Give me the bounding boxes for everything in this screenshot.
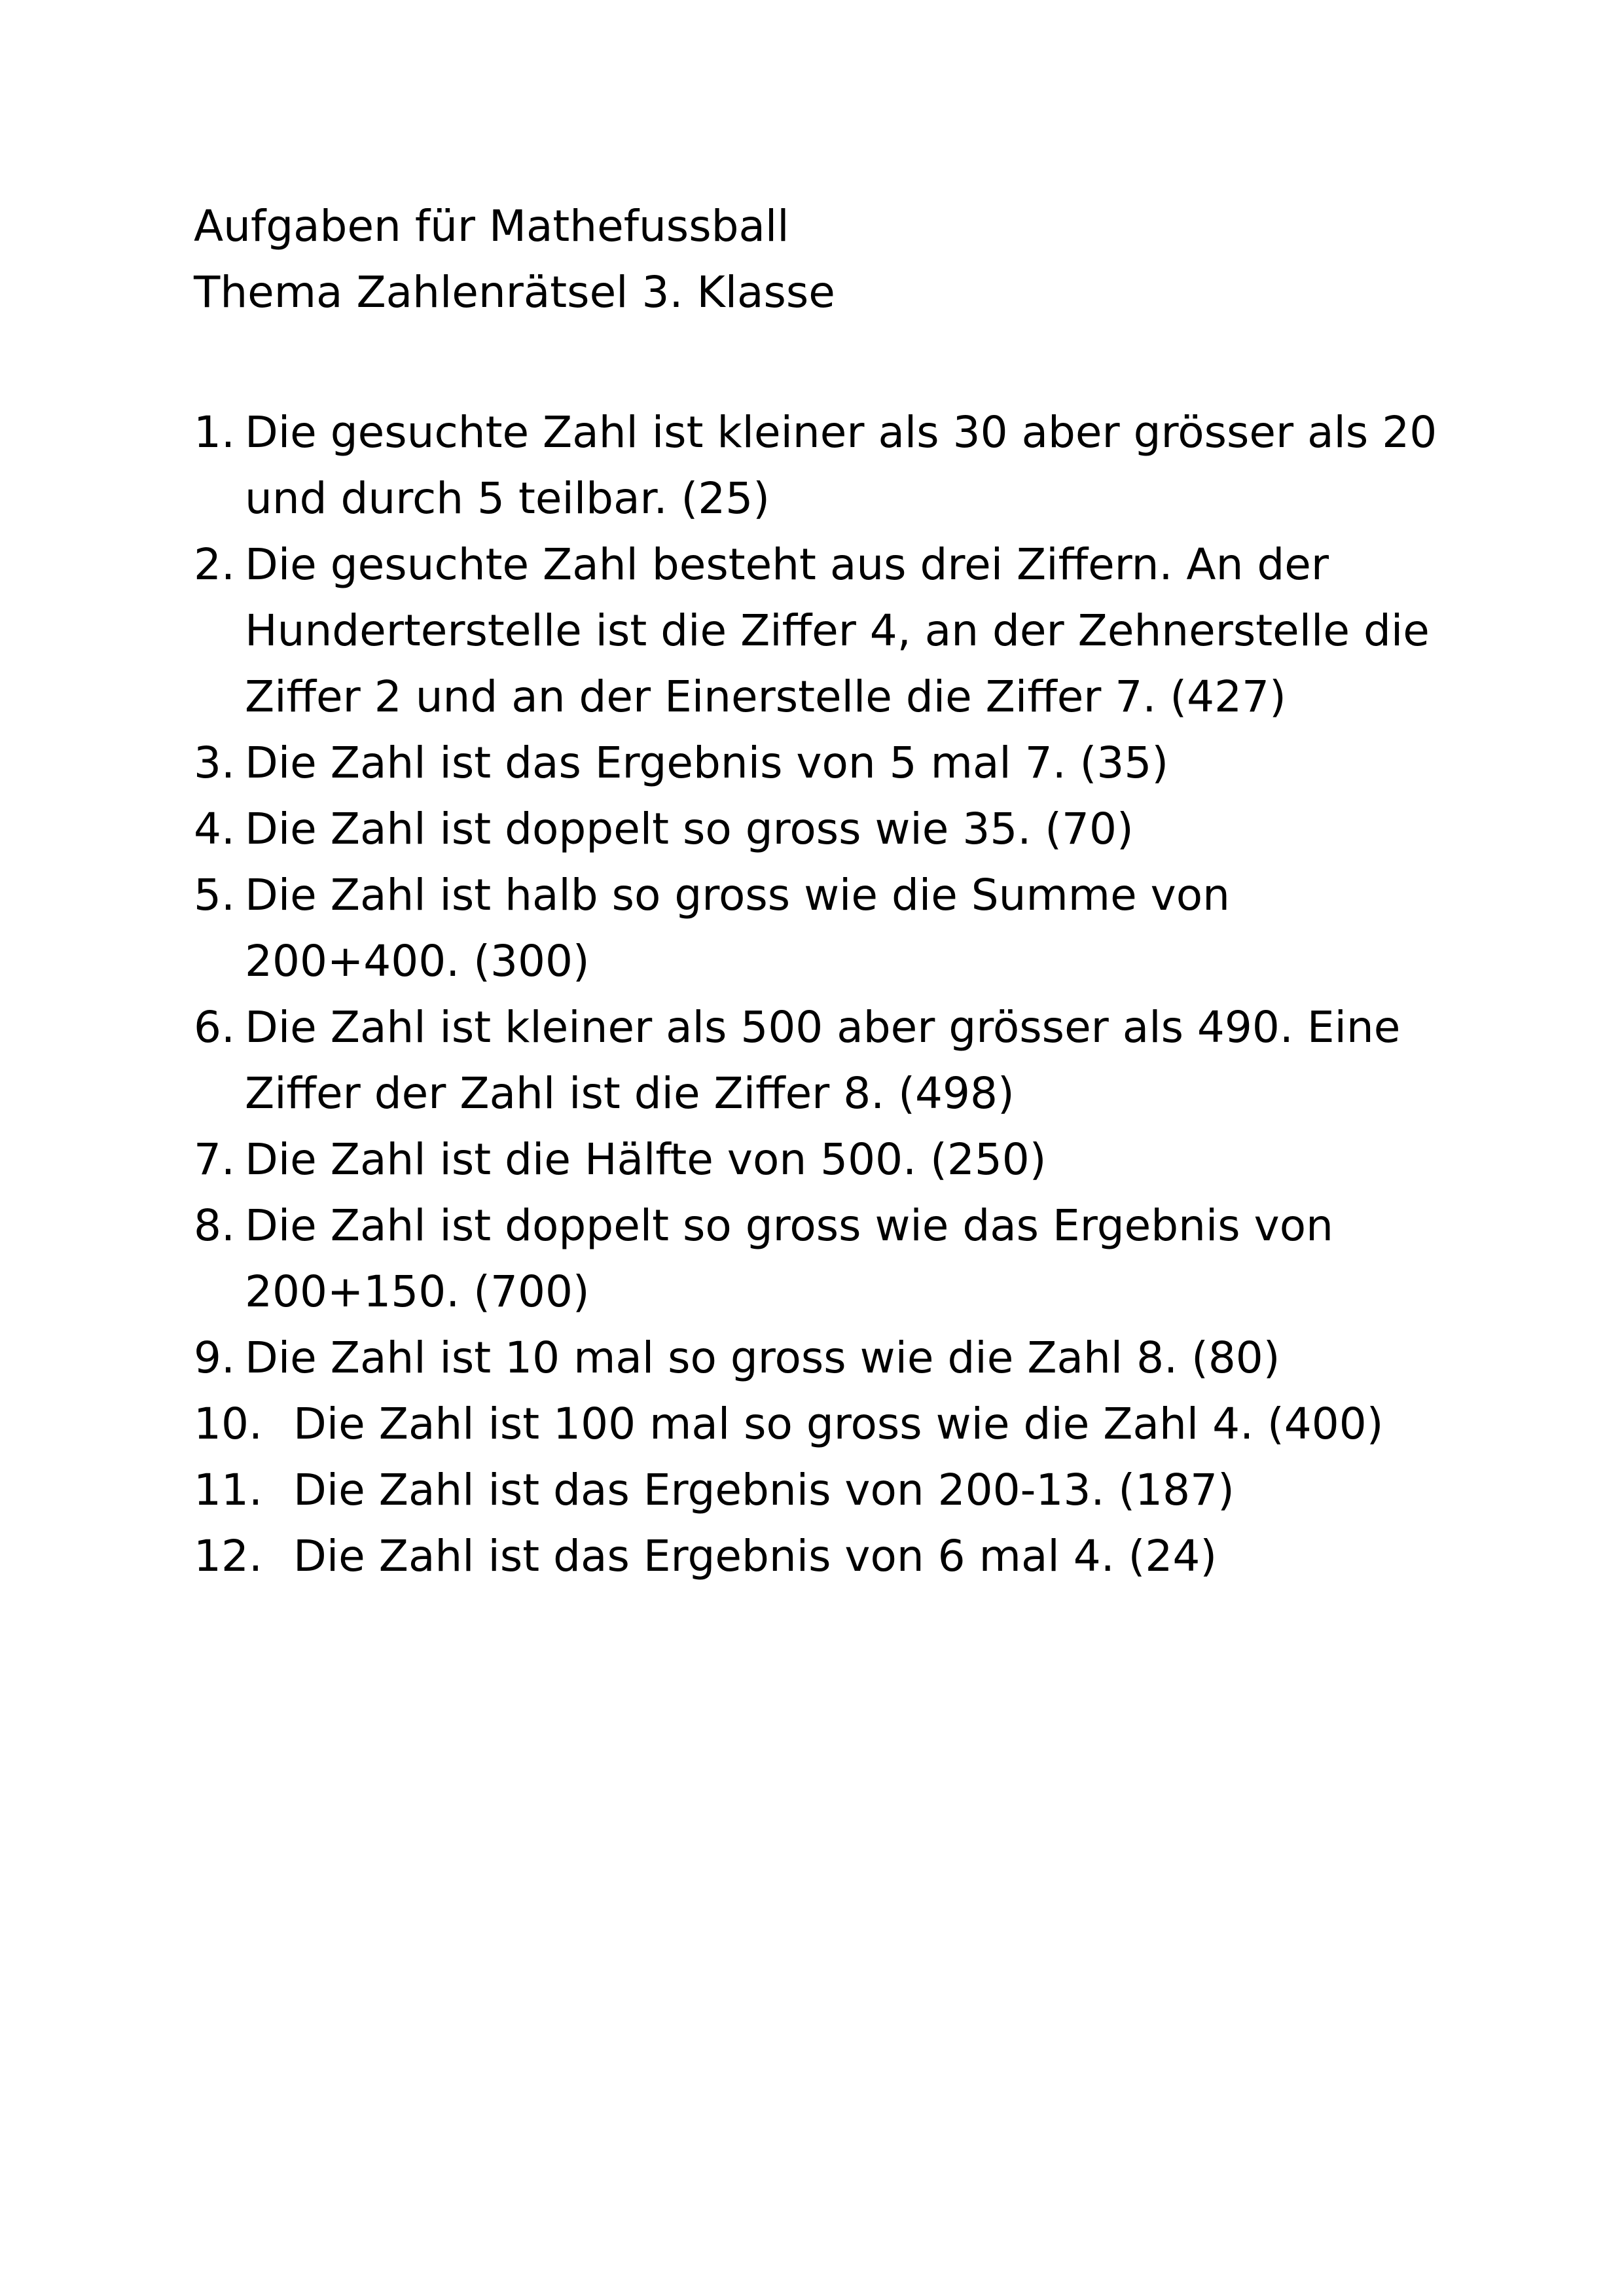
document-title: Aufgaben für Mathefussball <box>194 201 789 251</box>
task-text-line: Die gesuchte Zahl ist kleiner als 30 aber grösser als 20 <box>245 407 1437 457</box>
task-text <box>245 531 1437 730</box>
task-text-line: und durch 5 teilbar. (25) <box>245 473 770 524</box>
task-item <box>194 862 1437 994</box>
task-text <box>245 1126 1437 1193</box>
task-number: 7. <box>194 1134 235 1185</box>
task-text-line: Die Zahl ist das Ergebnis von 6 mal 4. (24) <box>293 1531 1218 1581</box>
task-list <box>194 399 1437 1589</box>
task-text-line: 200+150. (700) <box>245 1266 590 1317</box>
task-item <box>194 1126 1437 1193</box>
task-text-line: Die Zahl ist doppelt so gross wie 35. (70) <box>245 804 1134 854</box>
task-text <box>245 730 1437 796</box>
task-item <box>194 730 1437 796</box>
task-text-line: Die Zahl ist die Hälfte von 500. (250) <box>245 1134 1047 1185</box>
task-text-line: Die gesuchte Zahl besteht aus drei Ziffern. An der <box>245 539 1329 590</box>
task-number: 2. <box>194 539 235 590</box>
task-item <box>194 531 1437 730</box>
task-item <box>194 1523 1437 1589</box>
task-number: 9. <box>194 1333 235 1383</box>
task-text <box>293 1457 1437 1523</box>
task-text-line: Die Zahl ist kleiner als 500 aber grösser als 490. Eine <box>245 1002 1401 1052</box>
task-text-line: Ziffer der Zahl ist die Ziffer 8. (498) <box>245 1068 1015 1119</box>
task-number: 12. <box>194 1531 262 1581</box>
task-number: 11. <box>194 1465 262 1515</box>
task-item <box>194 399 1437 531</box>
task-text-line: Die Zahl ist 100 mal so gross wie die Zahl 4. (400) <box>293 1399 1384 1449</box>
task-text <box>245 1193 1437 1325</box>
task-text <box>293 1523 1437 1589</box>
task-text <box>245 796 1437 862</box>
document-header <box>194 193 835 325</box>
task-item <box>194 994 1437 1126</box>
task-item <box>194 796 1437 862</box>
task-number: 8. <box>194 1200 235 1251</box>
task-text-line: Die Zahl ist 10 mal so gross wie die Zahl 8. (80) <box>245 1333 1280 1383</box>
task-item <box>194 1391 1437 1457</box>
task-text <box>293 1391 1437 1457</box>
task-number: 4. <box>194 804 235 854</box>
task-text <box>245 1325 1437 1391</box>
task-text-line: 200+400. (300) <box>245 936 590 986</box>
task-number: 3. <box>194 738 235 788</box>
task-item <box>194 1325 1437 1391</box>
task-number: 10. <box>194 1399 262 1449</box>
task-text <box>245 862 1437 994</box>
task-number: 5. <box>194 870 235 920</box>
task-text-line: Hunderterstelle ist die Ziffer 4, an der Zehnerstelle die <box>245 605 1430 656</box>
task-text-line: Die Zahl ist das Ergebnis von 5 mal 7. (35) <box>245 738 1169 788</box>
task-text <box>245 399 1437 531</box>
task-text-line: Die Zahl ist doppelt so gross wie das Ergebnis von <box>245 1200 1333 1251</box>
task-item <box>194 1193 1437 1325</box>
document-subtitle: Thema Zahlenrätsel 3. Klasse <box>194 267 835 317</box>
task-text-line: Die Zahl ist das Ergebnis von 200-13. (187) <box>293 1465 1235 1515</box>
task-number: 6. <box>194 1002 235 1052</box>
task-text-line: Ziffer 2 und an der Einerstelle die Ziffer 7. (427) <box>245 672 1286 722</box>
task-number: 1. <box>194 407 235 457</box>
task-item <box>194 1457 1437 1523</box>
task-text <box>245 994 1437 1126</box>
task-text-line: Die Zahl ist halb so gross wie die Summe von <box>245 870 1230 920</box>
